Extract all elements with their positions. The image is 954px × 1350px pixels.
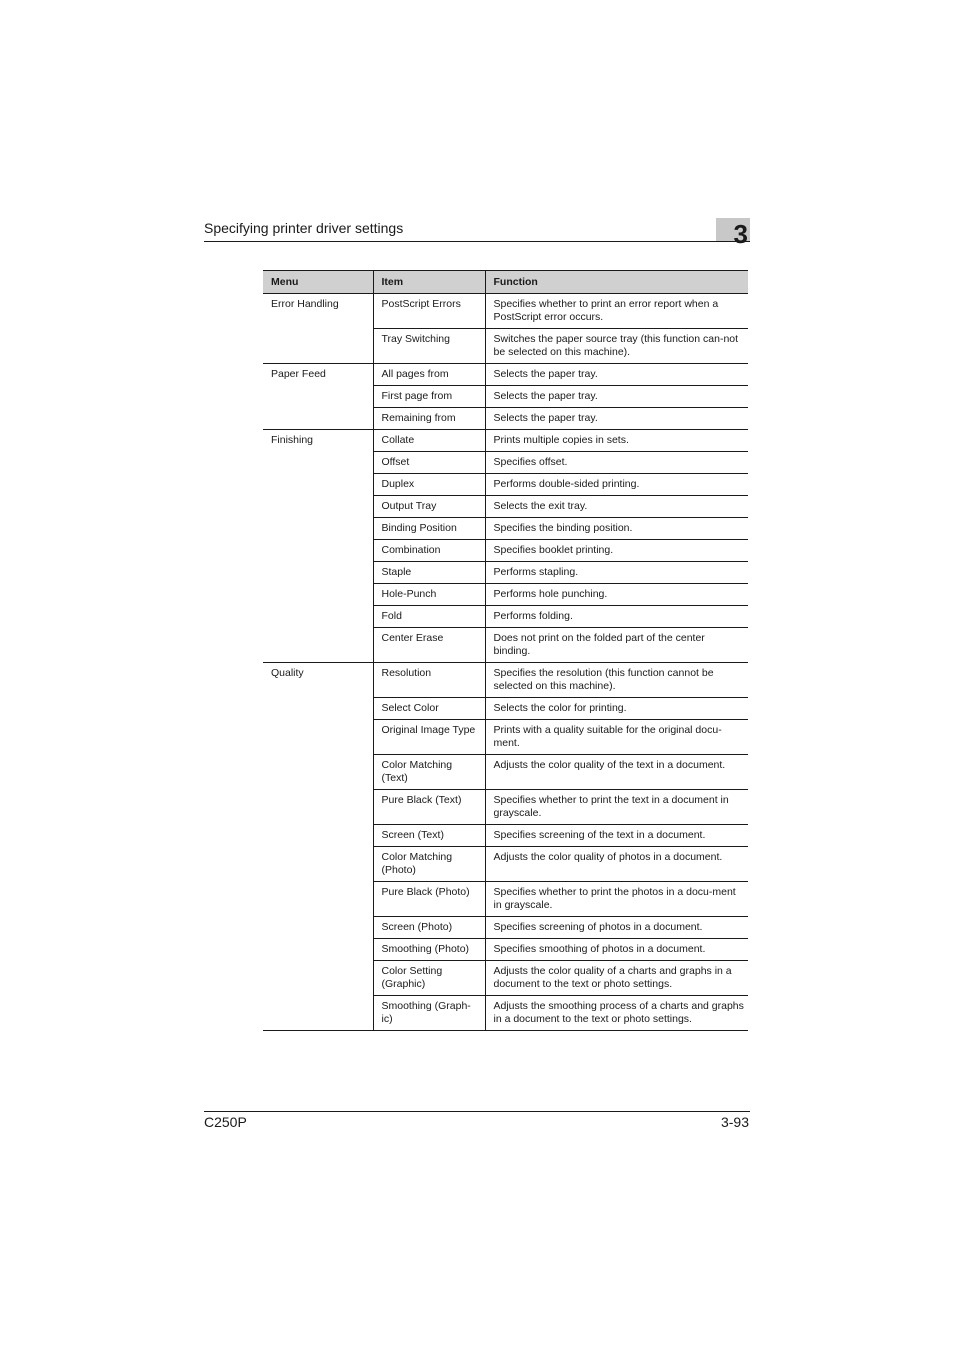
page-header-title: Specifying printer driver settings <box>204 220 404 236</box>
chapter-badge <box>716 218 750 249</box>
item-cell: Pure Black (Photo) <box>373 882 485 917</box>
function-cell: Specifies whether to print the photos in a docu-ment in grayscale. <box>485 882 748 917</box>
footer-divider <box>204 1111 750 1112</box>
function-cell: Performs folding. <box>485 606 748 628</box>
function-cell: Adjusts the smoothing process of a charts and graphs in a document to the text or photo settings. <box>485 996 748 1031</box>
menu-cell: Error Handling <box>263 294 373 364</box>
table-body <box>263 294 748 1031</box>
function-cell: Specifies the binding position. <box>485 518 748 540</box>
function-cell: Adjusts the color quality of a charts and graphs in a document to the text or photo settings. <box>485 961 748 996</box>
function-cell: Selects the paper tray. <box>485 364 748 386</box>
function-cell: Specifies the resolution (this function cannot be selected on this machine). <box>485 663 748 698</box>
item-cell: All pages from <box>373 364 485 386</box>
function-cell: Specifies whether to print an error report when a PostScript error occurs. <box>485 294 748 329</box>
function-cell: Specifies screening of the text in a document. <box>485 825 748 847</box>
item-cell: Smoothing (Graph-ic) <box>373 996 485 1031</box>
item-cell: First page from <box>373 386 485 408</box>
item-cell: Color Matching (Photo) <box>373 847 485 882</box>
footer-page-number: 3-93 <box>720 1114 749 1130</box>
function-cell: Adjusts the color quality of the text in a document. <box>485 755 748 790</box>
function-cell: Specifies offset. <box>485 452 748 474</box>
menu-cell: Paper Feed <box>263 364 373 430</box>
function-cell: Specifies smoothing of photos in a document. <box>485 939 748 961</box>
table-row <box>263 294 748 329</box>
function-cell: Selects the exit tray. <box>485 496 748 518</box>
table-row <box>263 430 748 452</box>
function-cell: Performs stapling. <box>485 562 748 584</box>
header-divider <box>204 241 750 242</box>
column-header-menu: Menu <box>263 271 373 294</box>
table-row <box>263 663 748 698</box>
menu-cell: Quality <box>263 663 373 1031</box>
item-cell: Color Setting (Graphic) <box>373 961 485 996</box>
item-cell: Fold <box>373 606 485 628</box>
function-cell: Selects the paper tray. <box>485 408 748 430</box>
settings-table <box>263 270 748 1031</box>
function-cell: Selects the color for printing. <box>485 698 748 720</box>
function-cell: Does not print on the folded part of the center binding. <box>485 628 748 663</box>
function-cell: Specifies screening of photos in a document. <box>485 917 748 939</box>
item-cell: Smoothing (Photo) <box>373 939 485 961</box>
item-cell: Pure Black (Text) <box>373 790 485 825</box>
item-cell: Select Color <box>373 698 485 720</box>
item-cell: Screen (Photo) <box>373 917 485 939</box>
function-cell: Specifies whether to print the text in a document in grayscale. <box>485 790 748 825</box>
item-cell: Original Image Type <box>373 720 485 755</box>
function-cell: Specifies booklet printing. <box>485 540 748 562</box>
footer-model: C250P <box>204 1114 247 1130</box>
item-cell: Hole-Punch <box>373 584 485 606</box>
item-cell: Staple <box>373 562 485 584</box>
menu-cell: Finishing <box>263 430 373 663</box>
item-cell: Duplex <box>373 474 485 496</box>
item-cell: Color Matching (Text) <box>373 755 485 790</box>
function-cell: Performs hole punching. <box>485 584 748 606</box>
item-cell: Center Erase <box>373 628 485 663</box>
item-cell: Remaining from <box>373 408 485 430</box>
function-cell: Adjusts the color quality of photos in a document. <box>485 847 748 882</box>
chapter-number: 3 <box>733 219 748 249</box>
function-cell: Performs double-sided printing. <box>485 474 748 496</box>
function-cell: Prints multiple copies in sets. <box>485 430 748 452</box>
item-cell: Screen (Text) <box>373 825 485 847</box>
item-cell: Offset <box>373 452 485 474</box>
table-header-row <box>263 271 748 294</box>
item-cell: Collate <box>373 430 485 452</box>
item-cell: Resolution <box>373 663 485 698</box>
function-cell: Prints with a quality suitable for the original docu-ment. <box>485 720 748 755</box>
column-header-item: Item <box>373 271 485 294</box>
item-cell: Tray Switching <box>373 329 485 364</box>
table-row <box>263 364 748 386</box>
item-cell: PostScript Errors <box>373 294 485 329</box>
item-cell: Combination <box>373 540 485 562</box>
item-cell: Binding Position <box>373 518 485 540</box>
function-cell: Selects the paper tray. <box>485 386 748 408</box>
column-header-function: Function <box>485 271 748 294</box>
function-cell: Switches the paper source tray (this function can-not be selected on this machine). <box>485 329 748 364</box>
item-cell: Output Tray <box>373 496 485 518</box>
